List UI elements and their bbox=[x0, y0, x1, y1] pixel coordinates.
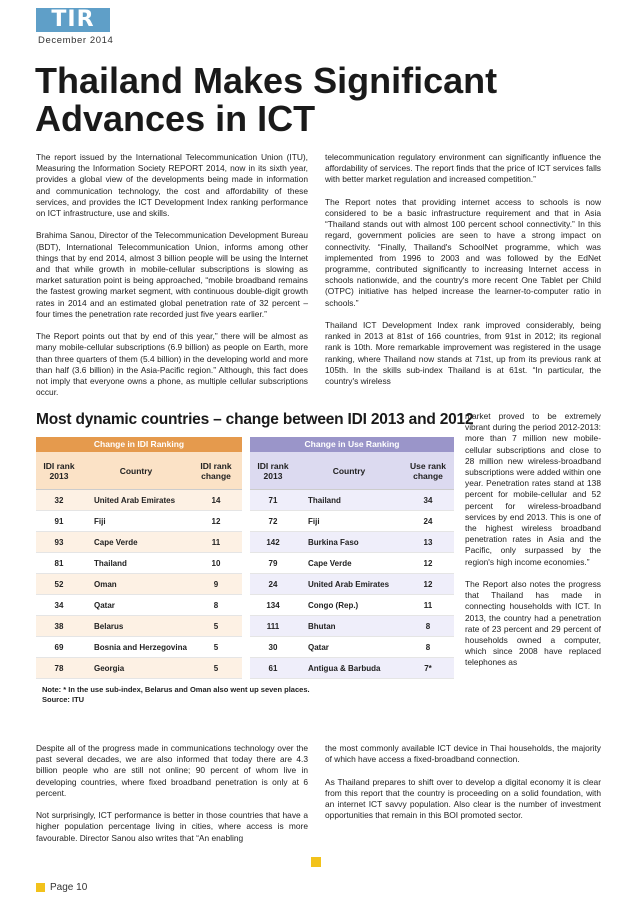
change-cell: 14 bbox=[211, 495, 221, 505]
page-marker-square bbox=[36, 883, 45, 892]
country-cell: Cape Verde bbox=[308, 558, 352, 568]
change-cell: 8 bbox=[213, 600, 219, 610]
column-left-bottom bbox=[36, 743, 308, 844]
rank-cell: 81 bbox=[54, 558, 64, 568]
change-cell: 7* bbox=[424, 663, 432, 673]
note-text: Note: * In the use sub-index, Belarus and Oman also went up seven places. bbox=[42, 685, 310, 694]
country-cell: Burkina Faso bbox=[308, 537, 359, 547]
country-cell: Congo (Rep.) bbox=[308, 600, 359, 610]
change-cell: 11 bbox=[423, 600, 433, 610]
rank-cell: 52 bbox=[54, 579, 64, 589]
table-row bbox=[250, 490, 454, 511]
paragraph: The Report points out that by end of this year,” there will be almost as many mobile-cellular subscriptions (6.9 billion) as people on Earth, more than three quarters of them (5.4 billion) in the developing world and more than half (3.6 billion) in the Asia-Pacific region.” Although, this fact does not imply that everyone owns a phone, as multiple cellular subscriptions occur. bbox=[36, 331, 308, 398]
change-cell: 34 bbox=[423, 495, 433, 505]
change-cell: 12 bbox=[211, 516, 221, 526]
table-row bbox=[250, 532, 454, 553]
country-cell: Oman bbox=[94, 579, 117, 589]
issue-date: December 2014 bbox=[38, 35, 114, 46]
paragraph: As Thailand prepares to shift over to develop a digital economy it is clear from this report that the country is proceeding on a solid foundation, with an internet ICT savvy population. Also clear is the number of investment opportunities that remain in this BOI promoted sector. bbox=[325, 776, 601, 821]
rank-cell: 61 bbox=[268, 663, 278, 673]
rank-cell: 111 bbox=[266, 621, 280, 631]
column-right-top bbox=[325, 152, 601, 387]
column-header: Use rank change bbox=[410, 460, 446, 481]
end-marker-square bbox=[311, 857, 321, 867]
rank-cell: 91 bbox=[54, 516, 64, 526]
column-header: Country bbox=[119, 465, 153, 476]
change-cell: 8 bbox=[425, 621, 431, 631]
change-cell: 5 bbox=[213, 642, 219, 652]
idi-ranking-figure bbox=[36, 409, 474, 739]
paragraph: Brahima Sanou, Director of the Telecommunication Development Bureau (BDT), International Telecommunication Union, informs among other things that by end 2014, almost 3 billion people will be using the Internet and that while growth in mobile-cellular subscriptions is slowing as market saturation point is being approached, “mobile broadband remains the fastest growing market segment, with continuous double-digit growth rates in 2014 and an estimated global penetration rate of 32 percent – four times the penetration rate recorded just five years earlier.” bbox=[36, 230, 308, 319]
change-cell: 24 bbox=[423, 516, 433, 526]
table-row bbox=[36, 616, 242, 637]
rank-cell: 24 bbox=[268, 579, 278, 589]
article-title: Thailand Makes Significant Advances in ICT bbox=[35, 60, 498, 139]
source-text: Source: ITU bbox=[42, 695, 85, 704]
rank-cell: 30 bbox=[268, 642, 278, 652]
country-cell: Thailand bbox=[308, 495, 341, 505]
table-row bbox=[36, 574, 242, 595]
country-cell: United Arab Emirates bbox=[94, 495, 176, 505]
table-column-headers bbox=[36, 452, 242, 490]
rank-cell: 93 bbox=[54, 537, 64, 547]
table-row bbox=[36, 511, 242, 532]
rank-cell: 142 bbox=[266, 537, 280, 547]
country-cell: Qatar bbox=[308, 642, 329, 652]
table-row bbox=[250, 595, 454, 616]
column-header: IDI rank 2013 bbox=[43, 460, 75, 481]
rank-cell: 71 bbox=[268, 495, 278, 505]
paragraph: the most commonly available ICT device in Thai households, the majority of which have access a fixed-broadband connection. bbox=[325, 743, 601, 765]
table-row bbox=[250, 658, 454, 679]
change-cell: 12 bbox=[423, 579, 433, 589]
idi-ranking-table bbox=[36, 437, 242, 681]
table-row bbox=[250, 637, 454, 658]
country-cell: Fiji bbox=[308, 516, 320, 526]
table-heading: Change in IDI Ranking bbox=[36, 437, 242, 452]
rank-cell: 134 bbox=[266, 600, 280, 610]
change-cell: 10 bbox=[211, 558, 221, 568]
paragraph: telecommunication regulatory environment can significantly influence the affordability of services. The report finds that the price of ICT services falls with better market regulation and increased competition.” bbox=[325, 152, 601, 185]
rank-cell: 72 bbox=[268, 516, 278, 526]
country-cell: Cape Verde bbox=[94, 537, 138, 547]
change-cell: 11 bbox=[211, 537, 221, 547]
paragraph: Despite all of the progress made in communications technology over the past several decades, we are also informed that today there are 4.3 billion people who are still not online; 90 percent of whom live in developing countries, where fixed broadband penetration is only at 6 percent. bbox=[36, 743, 308, 798]
page-label: Page 10 bbox=[50, 882, 88, 893]
paragraph: market proved to be extremely vibrant during the period 2012-2013: more than 7 million new mobile-cellular subscriptions and close to 28 million new wireless-broadband subscriptions were added within one year. Penetration rates stand at 138 percent for mobile-cellular and 52 percent for wireless-broadband services by end 2013. This is one of the highest wireless broadband penetration rates in Asia and the Pacific, only surpassed by the region's high income economies.” bbox=[465, 411, 601, 567]
rank-cell: 32 bbox=[54, 495, 64, 505]
rank-cell: 38 bbox=[54, 621, 64, 631]
country-cell: Thailand bbox=[94, 558, 127, 568]
rank-cell: 78 bbox=[54, 663, 64, 673]
country-cell: Qatar bbox=[94, 600, 115, 610]
change-cell: 13 bbox=[423, 537, 433, 547]
column-right-bottom bbox=[325, 743, 601, 821]
change-cell: 5 bbox=[213, 621, 219, 631]
country-cell: Fiji bbox=[94, 516, 106, 526]
page-number bbox=[36, 882, 87, 893]
table-row bbox=[36, 595, 242, 616]
paragraph: The report issued by the International Telecommunication Union (ITU), Measuring the Information Society REPORT 2014, now in its sixth year, provides a global view of the developments being made in information and communication technology, the cost and affordability of these services, and provides the ICT Development Index ranking performance on ICT infrastructure, use and skills. bbox=[36, 152, 308, 219]
paragraph: Thailand ICT Development Index rank improved considerably, being ranked in 2013 at 81st of 166 countries, from 91st in 2012; its regional rank is 10th. More remarkable improvement was registered in the usage ranking, where Thailand now stands at 71st, up from its previous rank at 105th. In the skills sub-index Thailand is at 61st. “In particular, the country's wireless bbox=[325, 320, 601, 387]
rank-cell: 69 bbox=[54, 642, 64, 652]
column-header: IDI rank 2013 bbox=[257, 460, 289, 481]
figure-title: Most dynamic countries – change between IDI 2013 and 2012 bbox=[36, 411, 474, 428]
table-row bbox=[36, 553, 242, 574]
publication-logo: TIR bbox=[36, 8, 110, 32]
table-body bbox=[250, 490, 454, 679]
table-row bbox=[250, 616, 454, 637]
paragraph: The Report also notes the progress that Thailand has made in connecting households with ICT. In 2013, the country had a penetration rate of 23 percent and 29 percent of households owned a computer, which since 2008 have replaced telephones as bbox=[465, 579, 601, 668]
table-row bbox=[250, 574, 454, 595]
table-row bbox=[36, 658, 242, 679]
table-body bbox=[36, 490, 242, 679]
country-cell: Belarus bbox=[94, 621, 124, 631]
table-row bbox=[36, 490, 242, 511]
change-cell: 5 bbox=[213, 663, 219, 673]
table-row bbox=[250, 511, 454, 532]
country-cell: Antigua & Barbuda bbox=[308, 663, 381, 673]
country-cell: United Arab Emirates bbox=[308, 579, 390, 589]
country-cell: Georgia bbox=[94, 663, 125, 673]
country-cell: Bhutan bbox=[308, 621, 336, 631]
column-header: Country bbox=[332, 465, 366, 476]
figure-note bbox=[42, 685, 310, 705]
paragraph: Not surprisingly, ICT performance is better in those countries that have a higher population percentage living in cities, where access is more favourable. Director Sanou also writes that “An enabling bbox=[36, 810, 308, 843]
table-row bbox=[36, 637, 242, 658]
rank-cell: 34 bbox=[54, 600, 64, 610]
table-row bbox=[250, 553, 454, 574]
country-cell: Bosnia and Herzegovina bbox=[94, 642, 187, 652]
rank-cell: 79 bbox=[268, 558, 278, 568]
column-right-narrow bbox=[465, 411, 601, 669]
use-ranking-table bbox=[250, 437, 454, 681]
table-column-headers bbox=[250, 452, 454, 490]
table-heading: Change in Use Ranking bbox=[250, 437, 454, 452]
change-cell: 9 bbox=[213, 579, 219, 589]
change-cell: 8 bbox=[425, 642, 431, 652]
column-left-top bbox=[36, 152, 308, 398]
change-cell: 12 bbox=[423, 558, 433, 568]
column-header: IDI rank change bbox=[200, 460, 232, 481]
table-row bbox=[36, 532, 242, 553]
paragraph: The Report notes that providing internet access to schools is now considered to be a basic infrastructure requirement and that in Asia “Thailand stands out with almost 100 percent school connectivity.” In this regard, government policies are seen to have a strong impact on connectivity. “Finally, Thailand's SchoolNet programme, which was implemented from 1996 to 2003 and was followed by the EdNet programme, contributed significantly to increasing Internet access in schools nationwide, and the country's more recent One Tablet per Child (OTPC) initiative has helped increase the learner-to-computer ratio in schools.” bbox=[325, 196, 601, 308]
